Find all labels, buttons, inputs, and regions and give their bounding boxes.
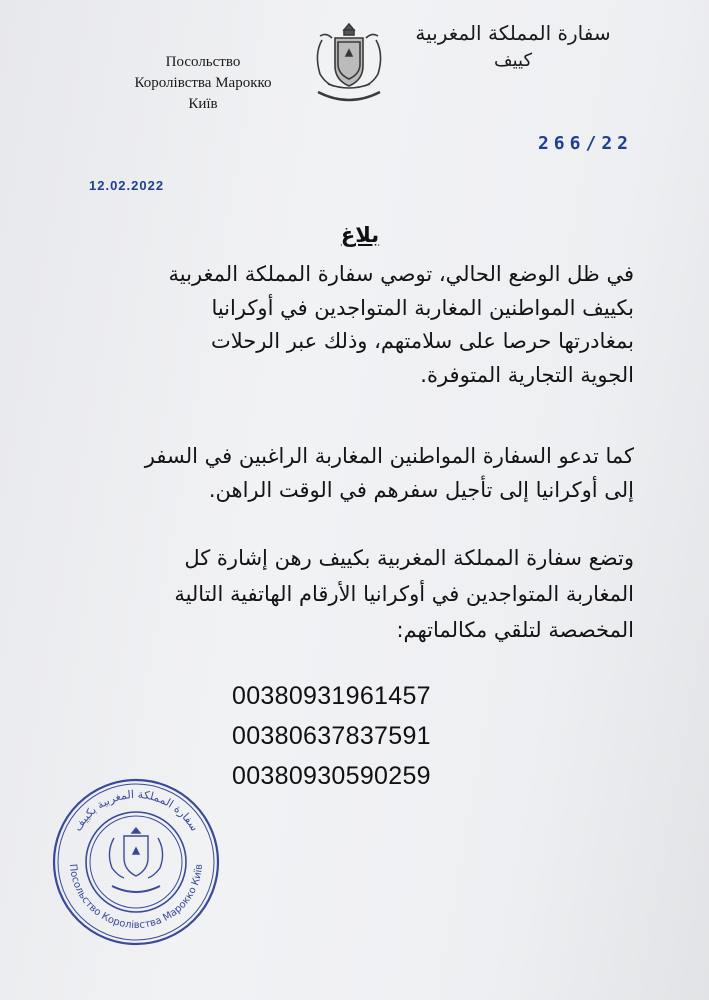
header-line-embassy: Посольство bbox=[165, 54, 241, 70]
paragraph-line: المخصصة لتلقي مكالماتهم: bbox=[396, 618, 634, 642]
header-line-kingdom: Королівства Марокко bbox=[134, 75, 272, 91]
stamp-text-top: سفارة المملكة المغربية بكييف bbox=[70, 787, 202, 834]
paragraph-line: بكييف المواطنين المغاربة المتواجدين في أوكرانيا bbox=[211, 295, 634, 320]
paragraph-line: الجوية التجارية المتوفرة. bbox=[420, 362, 634, 387]
paragraph-contact bbox=[84, 540, 634, 648]
paragraph-line: وتضع سفارة المملكة المغربية بكييف رهن إشارة كل bbox=[184, 546, 634, 570]
header-ukrainian bbox=[118, 52, 288, 115]
document-date: 12.02.2022 bbox=[89, 178, 165, 193]
paragraph-line: المغاربة المتواجدين في أوكرانيا الأرقام الهاتفية التالية bbox=[174, 582, 634, 606]
stamp-text-bottom: Посольство Королівства Марокко Київ bbox=[66, 863, 206, 932]
header-line-city: Київ bbox=[188, 96, 218, 112]
phone-number: 00380930590259 bbox=[232, 762, 431, 790]
phone-number: 00380931961457 bbox=[232, 682, 431, 710]
reference-number: 266/22 bbox=[537, 133, 633, 154]
document-title: بلاغ bbox=[340, 223, 380, 247]
paragraph-line: كما تدعو السفارة المواطنين المغاربة الراغبين في السفر bbox=[144, 444, 634, 468]
paragraph-advisory bbox=[84, 258, 634, 392]
header-arabic-city: كييف bbox=[493, 50, 533, 71]
paragraph-line: إلى أوكرانيا إلى تأجيل سفرهم في الوقت الراهن. bbox=[208, 477, 634, 502]
header-arabic bbox=[398, 18, 628, 74]
phone-list bbox=[232, 676, 431, 796]
paragraph-line: في ظل الوضع الحالي، توصي سفارة المملكة المغربية bbox=[168, 262, 634, 286]
phone-number: 00380637837591 bbox=[232, 722, 431, 750]
paragraph-travel bbox=[84, 440, 634, 507]
embassy-stamp-icon bbox=[50, 776, 222, 948]
header-arabic-embassy: سفارة المملكة المغربية bbox=[415, 21, 611, 45]
coat-of-arms-icon bbox=[308, 20, 390, 106]
paragraph-line: بمغادرتها حرصا على سلامتهم، وذلك عبر الرحلات bbox=[210, 329, 634, 353]
